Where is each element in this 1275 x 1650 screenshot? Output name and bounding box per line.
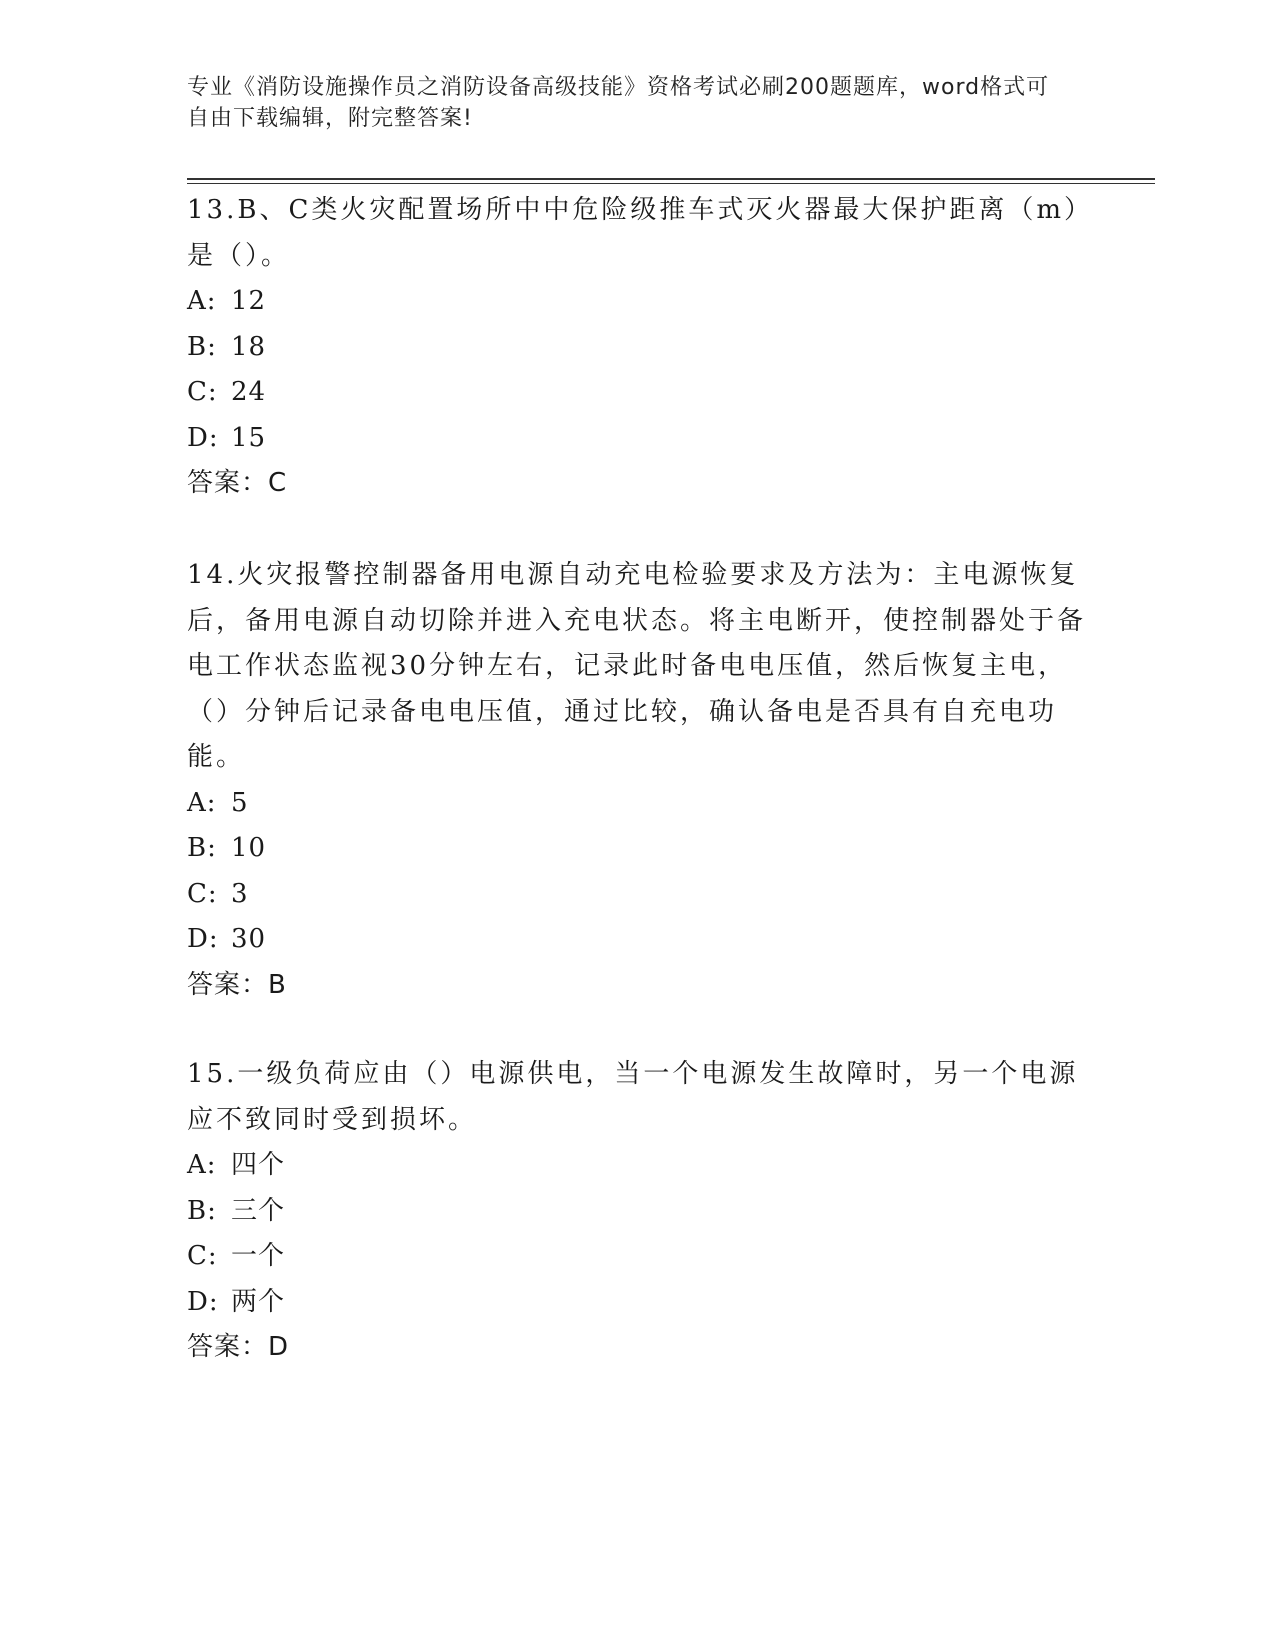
option-text: 30	[231, 924, 267, 954]
option-key: D:	[187, 422, 219, 453]
option-text: 15	[231, 422, 267, 453]
document-header: 专业《消防设施操作员之消防设备高级技能》资格考试必刷200题题库，word格式可自由下载编辑，附完整答案!	[187, 75, 1050, 131]
option-key: A:	[187, 1150, 217, 1180]
option-d	[187, 1280, 1087, 1326]
option-c	[187, 370, 1087, 416]
option-d	[187, 416, 1087, 462]
option-b	[187, 325, 1087, 371]
option-key: D:	[187, 924, 219, 954]
option-key: C:	[187, 1241, 218, 1271]
option-text: 四个	[231, 1150, 286, 1180]
question-14	[187, 553, 1087, 1008]
option-text: 18	[231, 331, 267, 362]
option-a	[187, 1143, 1087, 1189]
option-text: 一个	[231, 1241, 286, 1271]
answer-line: 答案：D	[187, 1332, 290, 1362]
option-key: A:	[187, 286, 217, 316]
option-text: 5	[231, 787, 249, 818]
option-b	[187, 826, 1087, 872]
option-text: 三个	[231, 1195, 286, 1226]
question-stem: 14.火灾报警控制器备用电源自动充电检验要求及方法为：主电源恢复后，备用电源自动切除并进入充电状态。将主电断开，使控制器处于备电工作状态监视30分钟左右，记录此时备电电压值，然后恢复主电，（）分钟后记录备电电压值，通过比较，确认备电是否具有自充电功能。	[187, 560, 1087, 772]
option-c	[187, 872, 1087, 918]
option-text: 12	[231, 286, 267, 316]
option-key: C:	[187, 377, 218, 407]
option-text: 24	[231, 377, 267, 407]
option-key: B:	[187, 1195, 217, 1226]
answer-line: 答案：C	[187, 468, 288, 498]
header-divider-thick	[187, 178, 1155, 180]
option-d	[187, 917, 1087, 963]
option-key: C:	[187, 878, 218, 909]
question-stem: 13.B、C类火灾配置场所中中危险级推车式灭火器最大保护距离（m）是（）。	[187, 195, 1081, 271]
answer-line: 答案：B	[187, 969, 287, 1000]
option-b	[187, 1189, 1087, 1235]
option-key: D:	[187, 1286, 219, 1317]
option-a	[187, 279, 1087, 325]
option-text: 3	[231, 878, 249, 909]
option-key: B:	[187, 833, 217, 863]
option-text: 两个	[231, 1286, 286, 1317]
question-15	[187, 1052, 1087, 1370]
option-a	[187, 781, 1087, 827]
option-key: B:	[187, 331, 217, 362]
option-key: A:	[187, 787, 217, 818]
question-13	[187, 188, 1087, 506]
header-divider-thin	[187, 183, 1155, 184]
option-c	[187, 1234, 1087, 1280]
option-text: 10	[231, 833, 267, 863]
question-stem: 15.一级负荷应由（）电源供电，当一个电源发生故障时，另一个电源应不致同时受到损坏。	[187, 1059, 1079, 1135]
